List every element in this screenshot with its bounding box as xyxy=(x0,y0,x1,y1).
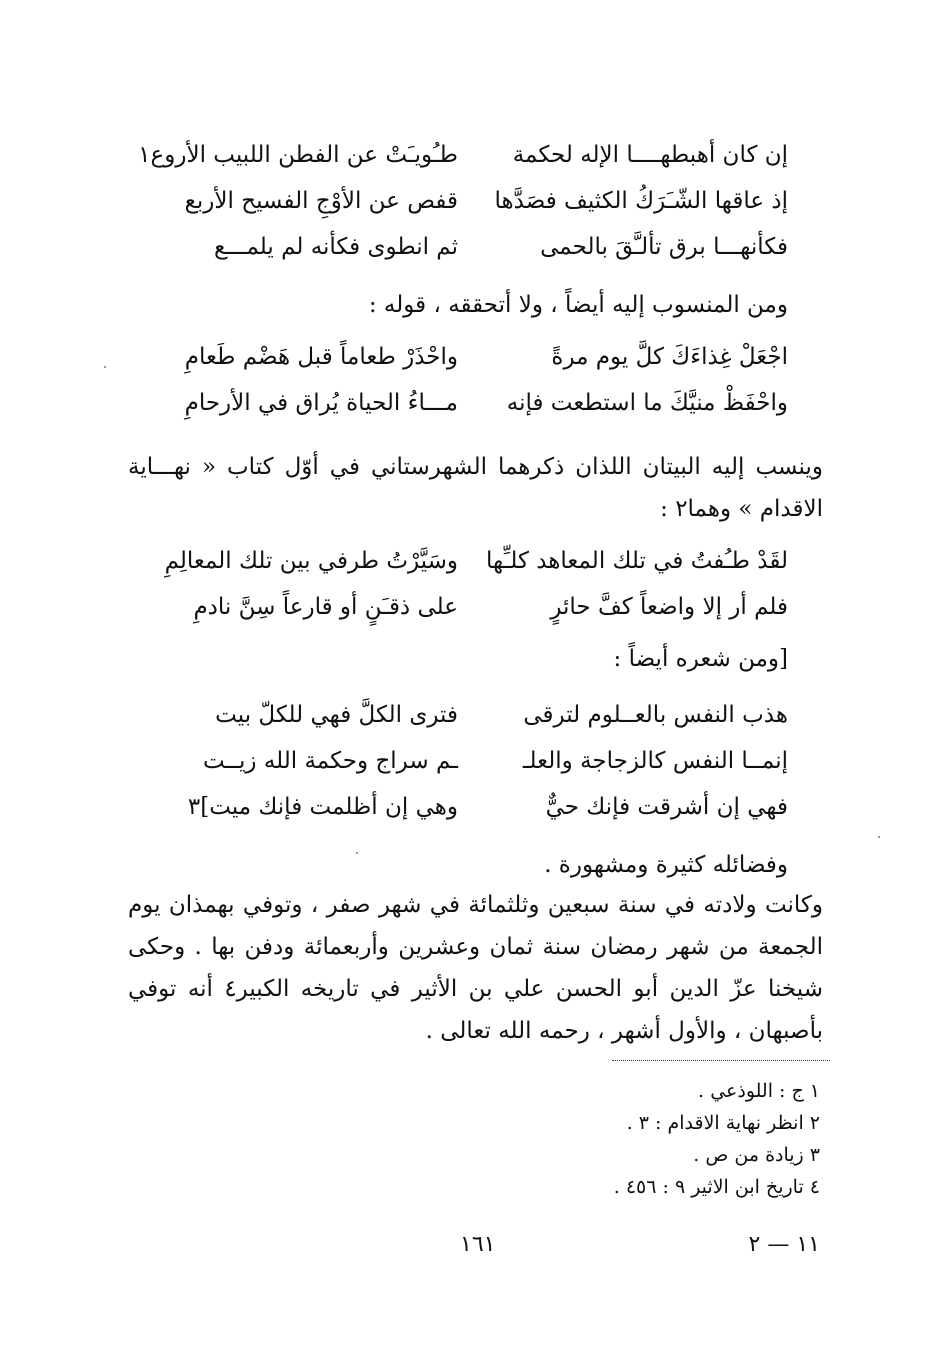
verse-9-first-hemistich: إنمــا النفس كالزجاجة والعلـ xyxy=(522,748,788,774)
verse-5-second-hemistich: مـــاءُ الحياة يُراق في الأرحامِ xyxy=(184,390,458,416)
ink-speck xyxy=(878,836,880,838)
verse-7-second-hemistich: على ذقـَنٍ أو قارعاً سِنَّ نادمِ xyxy=(193,594,458,620)
intro-more-poetry: [ومن شعره أيضاً : xyxy=(613,646,788,672)
verse-8-second-hemistich: فترى الكلَّ فهي للكلّ بيت xyxy=(215,702,458,728)
intro-attributed-verses: ومن المنسوب إليه أيضاً ، ولا أتحققه ، قوله : xyxy=(368,292,788,318)
verse-2-first-hemistich: إذ عاقها الشّـَرَكُ الكثيف فصَدَّها xyxy=(494,188,788,214)
footnote-1: ١ ج : اللوذعي . xyxy=(698,1080,820,1102)
signature-mark: ١١ — ٢ xyxy=(748,1232,820,1257)
verse-9-second-hemistich: ـم سراج وحكمة الله زيــت xyxy=(202,748,458,774)
verse-6-second-hemistich: وسَيَّرْتُ طرفي بين تلك المعالِمِ xyxy=(164,548,458,574)
verse-3-first-hemistich: فكأنهـــا برق تألـَّقَ بالحمى xyxy=(540,234,788,260)
verse-7-first-hemistich: فلم أر إلا واضعاً كفَّ حائرٍ xyxy=(550,594,788,620)
verse-1-second-hemistich: طـُويـَتْ عن الفطن اللبيب الأروع١ xyxy=(138,142,458,168)
ink-speck xyxy=(356,852,358,854)
verse-4-first-hemistich: اجْعَلْ غِذاءَكَ كلَّ يوم مرةً xyxy=(551,344,788,370)
verse-4-second-hemistich: واحْذَرْ طعاماً قبل هَضْم طَعامِ xyxy=(184,344,458,370)
footnote-2: ٢ انظر نهاية الاقدام : ٣ . xyxy=(626,1112,820,1134)
verse-10-first-hemistich: فهي إن أشرقت فإنك حيٌّ xyxy=(545,794,788,820)
verse-8-first-hemistich: هذب النفس بالعــلوم لترقى xyxy=(523,702,788,728)
verse-10-second-hemistich: وهي إن أظلمت فإنك ميت]٣ xyxy=(187,794,458,820)
footnote-3: ٣ زيادة من ص . xyxy=(693,1144,820,1166)
biography-paragraph: وكانت ولادته في سنة سبعين وثلثمائة في شهر صفر ، وتوفي بهمذان يوم الجمعة من شهر رمضان سنة ثمان وعشرين وأربعمائة ودفن بها . وحكى شيخنا عزّ الدين أبو الحسن علي بن الأثير في تاريخه الكبير٤ أنه توفي بأصبهان ، والأول أشهر ، رحمه الله تعالى . xyxy=(128,892,823,1044)
verse-3-second-hemistich: ثم انطوى فكأنه لم يلمـــع xyxy=(213,234,458,260)
footnote-4: ٤ تاريخ ابن الاثير ٩ : ٤٥٦ . xyxy=(613,1176,820,1198)
ink-speck xyxy=(104,366,106,368)
verse-2-second-hemistich: قفص عن الأوْجِ الفسيح الأربع xyxy=(184,188,458,214)
intro-shahrastani-verses: وينسب إليه البيتان اللذان ذكرهما الشهرستاني في أوّل كتاب « نهـــاية الاقدام » وهما٢ : xyxy=(128,454,823,522)
verse-6-first-hemistich: لقَدْ طـُفتُ في تلك المعاهد كلـِّها xyxy=(485,548,788,574)
virtues-sentence: وفضائله كثيرة ومشهورة . xyxy=(544,852,788,878)
verse-1-first-hemistich: إن كان أهبطهــــا الإله لحكمة xyxy=(512,142,788,168)
page-number: ١٦١ xyxy=(460,1232,496,1257)
verse-5-first-hemistich: واحْفَظْ منيَّكَ ما استطعت فإنه xyxy=(506,390,788,416)
footnote-separator xyxy=(612,1060,830,1061)
